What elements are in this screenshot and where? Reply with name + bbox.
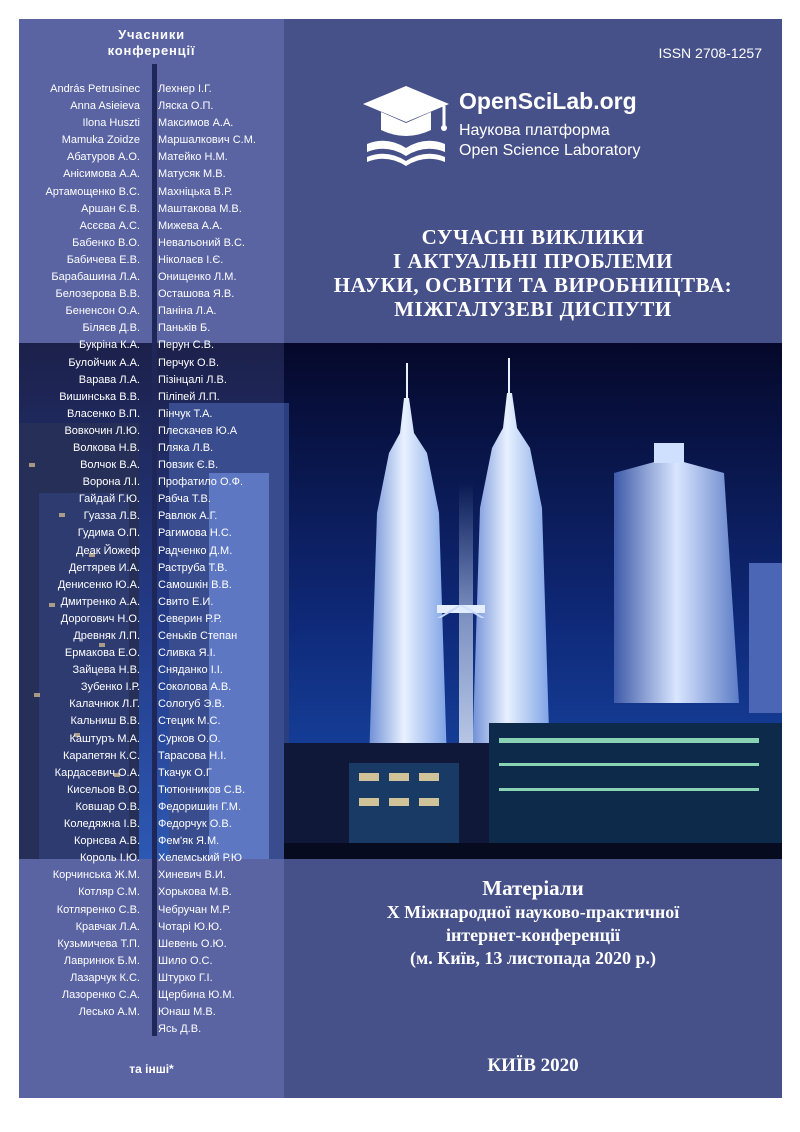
proceedings-line3: (м. Київ, 13 листопада 2020 р.) — [410, 948, 656, 968]
left-name: Корнєва А.В. — [73, 835, 140, 848]
book-cover — [19, 19, 782, 1098]
left-name: Біляєв Д.В. — [82, 322, 140, 335]
left-name: Дегтярев И.А. — [68, 561, 140, 574]
right-name: Стецик М.С. — [158, 715, 221, 728]
right-name: Свито Е.И. — [158, 595, 214, 608]
proceedings-line2: інтернет-конференції — [445, 925, 621, 945]
participants-heading-line2: конференції — [107, 43, 196, 58]
left-name: Кравчак Л.А. — [75, 920, 140, 933]
left-name: Анісимова А.А. — [63, 168, 140, 181]
left-name: Букріна К.А. — [79, 339, 140, 352]
left-name: Anna Asieieva — [70, 100, 140, 113]
right-name: Плескачев Ю.А — [158, 424, 238, 437]
logo-subtitle-line1: Наукова платформа — [459, 122, 610, 139]
opensci-logo — [359, 82, 759, 192]
left-name: Бененсон О.А. — [65, 305, 140, 318]
right-name: Хелемський Р.Ю — [158, 852, 243, 865]
proceedings-line1: X Міжнародної науково-практичної — [386, 902, 680, 922]
participants-heading-line1: Учасники — [118, 27, 185, 42]
left-name: Дмитренко А.А. — [60, 595, 140, 608]
right-name: Маштакова М.В. — [158, 202, 242, 215]
right-name: Самошкін В.В. — [158, 578, 232, 591]
right-name: Ясь Д.В. — [158, 1023, 202, 1036]
left-name: Карапетян К.С. — [62, 749, 140, 762]
proceedings-info — [284, 875, 782, 970]
right-name: Махніцька В.Р. — [158, 185, 233, 198]
right-name: Шило О.С. — [158, 954, 213, 967]
left-name: Варава Л.А. — [78, 373, 140, 386]
participants-list-right — [158, 81, 284, 1038]
right-name: Федоришин Г.М. — [158, 800, 242, 813]
left-name: Гайдай Г.Ю. — [78, 493, 140, 506]
graduation-cap-book-icon — [359, 82, 454, 177]
logo-name: OpenSciLab.org — [459, 88, 637, 114]
left-name: Артамощенко В.С. — [45, 185, 140, 198]
right-name: Тарасова Н.І. — [158, 749, 227, 762]
right-name: Невальоний В.С. — [158, 236, 245, 249]
left-name: Бабичева Е.В. — [66, 253, 140, 266]
left-name: Древняк Л.П. — [73, 630, 140, 642]
right-name: Сеньків Степан — [158, 630, 238, 642]
left-name: Коледяжна І.В. — [63, 818, 140, 831]
right-name: Штурко Г.І. — [158, 971, 213, 984]
left-name: Дорогович Н.О. — [60, 612, 140, 625]
left-name: Асєєва А.С. — [79, 219, 140, 232]
left-name: Mamuka Zoidze — [61, 134, 140, 147]
left-name: Лавринюк Б.М. — [63, 954, 140, 967]
right-name: Северин Р.Р. — [158, 612, 222, 625]
left-name: Деак Йожеф — [76, 544, 140, 557]
left-name: Ермакова Е.О. — [64, 647, 140, 660]
left-name: Зубенко І.Р. — [80, 681, 140, 694]
left-name: Гуазза Л.В. — [83, 510, 140, 523]
right-name: Хиневич В.И. — [158, 869, 226, 882]
participants-heading — [19, 27, 284, 59]
right-name: Сняданко І.І. — [158, 664, 223, 677]
right-name: Онищенко Л.М. — [158, 271, 237, 284]
right-name: Ніколаєв І.Є. — [158, 253, 224, 266]
right-name: Щербина Ю.М. — [158, 988, 235, 1001]
left-name: Лазарчук К.С. — [70, 971, 140, 984]
others-note: та інші* — [129, 1062, 174, 1076]
left-name: Лесько А.М. — [78, 1006, 140, 1019]
right-name: Шевень О.Ю. — [158, 937, 227, 950]
left-name: Лазоренко С.А. — [61, 988, 140, 1001]
book-title — [284, 225, 782, 321]
right-name: Паньків Б. — [158, 322, 211, 335]
book-title-line3: НАУКИ, ОСВІТИ ТА ВИРОБНИЦТВА: — [333, 273, 733, 297]
left-name: Волкова Н.В. — [73, 441, 140, 454]
right-name: Матейко Н.М. — [158, 151, 228, 164]
left-name: Абатуров А.О. — [67, 151, 140, 164]
right-name: Лехнер І.Г. — [158, 83, 212, 95]
book-title-line4: МІЖГАЛУЗЕВІ ДИСПУТИ — [394, 297, 672, 321]
right-name: Паніна Л.А. — [158, 305, 217, 318]
left-name: Гудима О.П. — [77, 527, 140, 540]
left-name: Зайцева Н.В. — [72, 664, 140, 677]
issn-label: ISSN 2708-1257 — [658, 45, 762, 61]
left-name: Ворона Л.І. — [82, 476, 140, 489]
left-name: Денисенко Ю.А. — [57, 578, 140, 591]
left-name: Кардасевич О.А. — [54, 766, 140, 779]
right-name: Пінчук Т.А. — [158, 407, 213, 420]
right-name: Сливка Я.І. — [158, 647, 216, 660]
right-name: Раструба Т.В. — [158, 561, 228, 574]
participants-list-left — [19, 81, 140, 1021]
left-name: Каштуръ М.А. — [69, 732, 140, 745]
right-name: Юнаш М.В. — [158, 1006, 216, 1019]
left-name: Король І.Ю. — [79, 852, 140, 865]
right-name: Перун С.В. — [158, 339, 215, 352]
left-name: András Petrusinec — [50, 83, 140, 95]
book-title-line2: І АКТУАЛЬНІ ПРОБЛЕМИ — [392, 249, 674, 273]
right-name: Пізінцалі Л.В. — [158, 373, 227, 386]
left-name: Корчинська Ж.М. — [52, 869, 140, 882]
left-name: Вовкочин Л.Ю. — [64, 424, 140, 437]
right-name: Осташова Я.В. — [158, 288, 235, 301]
right-name: Матусяк М.В. — [158, 168, 226, 181]
left-name: Кисельов В.О. — [67, 783, 140, 796]
logo-subtitle-line2: Open Science Laboratory — [459, 142, 641, 159]
right-name: Максимов А.А. — [158, 117, 234, 130]
left-name: Аршан Є.В. — [81, 202, 140, 215]
right-name: Хорькова М.В. — [158, 886, 232, 899]
right-name: Фем'як Я.М. — [158, 835, 220, 848]
right-name: Сологуб Э.В. — [158, 698, 225, 711]
left-name: Бабенко В.О. — [72, 236, 140, 249]
left-name: Ковшар О.В. — [75, 800, 140, 813]
city-year: КИЇВ 2020 — [487, 1055, 579, 1076]
left-name: Барабашина Л.А. — [51, 271, 140, 284]
right-name: Ляска О.П. — [158, 100, 214, 113]
proceedings-heading: Матеріали — [482, 876, 584, 900]
right-name: Соколова А.В. — [158, 681, 232, 694]
right-name: Повзик Є.В. — [158, 459, 219, 472]
right-name: Рабча Т.В. — [158, 493, 211, 506]
left-name: Волчок В.А. — [80, 459, 140, 472]
right-name: Тютюнников С.В. — [158, 783, 246, 796]
left-name: Кузьмичева Т.П. — [57, 937, 140, 950]
right-name: Радченко Д.М. — [158, 544, 233, 557]
right-name: Равлюк А.Г. — [158, 510, 218, 523]
book-title-line1: СУЧАСНІ ВИКЛИКИ — [421, 225, 645, 249]
left-name: Котляренко С.В. — [56, 903, 140, 916]
right-name: Рагимова Н.С. — [158, 527, 232, 540]
right-name: Пляка Л.В. — [158, 441, 214, 454]
left-name: Булойчик А.А. — [68, 356, 140, 369]
right-name: Профатило О.Ф. — [158, 476, 243, 489]
left-name: Вишинська В.В. — [59, 390, 140, 403]
right-name: Маршалкович С.М. — [158, 134, 256, 147]
left-name: Кальниш В.В. — [70, 715, 140, 728]
right-name: Федорчук О.В. — [158, 818, 232, 831]
left-name: Белозерова В.В. — [55, 288, 140, 301]
right-name: Сурков О.О. — [158, 732, 221, 745]
right-name: Мижева А.А. — [158, 219, 223, 232]
column-divider — [152, 64, 157, 1036]
right-name: Пілiпей Л.П. — [158, 390, 220, 403]
right-name: Ткачук О.Г — [158, 766, 212, 779]
right-name: Чебручан М.Р. — [158, 903, 231, 916]
left-name: Котляр С.М. — [78, 886, 140, 899]
left-name: Калачнюк Л.Г. — [69, 698, 140, 711]
right-name: Чотарі Ю.Ю. — [158, 920, 223, 933]
right-name: Перчук О.В. — [158, 356, 220, 369]
left-name: Власенко В.П. — [66, 407, 140, 420]
left-name: Ilona Huszti — [82, 117, 140, 130]
